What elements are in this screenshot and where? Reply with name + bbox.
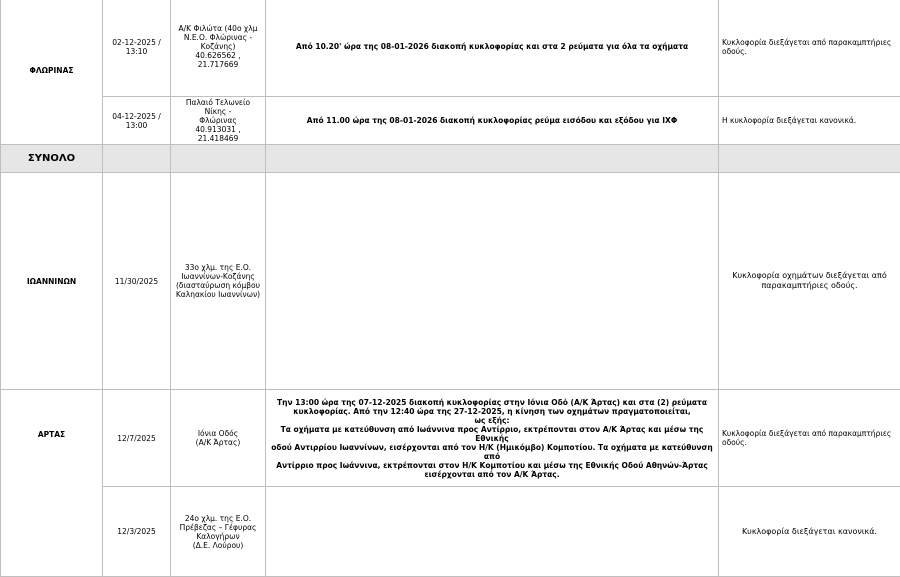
empty-cell bbox=[103, 145, 171, 173]
status-cell: Κυκλοφορία διεξάγεται κανονικά. bbox=[719, 487, 900, 577]
table-row-florina-2 bbox=[1, 97, 900, 145]
table-row-arta-2 bbox=[1, 487, 900, 577]
status-cell: Κυκλοφορία διεξάγεται από παρακαμπτήριες οδούς. bbox=[719, 0, 900, 97]
date-cell: 12/3/2025 bbox=[103, 487, 171, 577]
info-cell bbox=[266, 173, 719, 390]
location-cell: 33ο χλμ. της Ε.Ο. Ιωαννίνων-Κοζάνης (διασταύρωση κόμβου Καληακίου Ιωαννίνων) bbox=[171, 173, 266, 390]
location-cell: 24ο χλμ. της Ε.Ο. Πρέβεζας – Γέφυρας Καλογήρων (Δ.Ε. Λούρου) bbox=[171, 487, 266, 577]
empty-cell bbox=[719, 145, 900, 173]
status-cell: Κυκλοφορία διεξάγεται από παρακαμπτήριες οδούς. bbox=[719, 390, 900, 487]
info-cell: Από 11.00 ώρα της 08-01-2026 διακοπή κυκλοφορίας ρεύμα εισόδου και εξόδου για ΙΧΦ bbox=[266, 97, 719, 145]
table-row-arta-1 bbox=[1, 390, 900, 487]
info-cell: Την 13:00 ώρα της 07-12-2025 διακοπή κυκλοφορίας στην Ιόνια Οδό (Α/Κ Άρτας) και στα (2) ρεύματα κυκλοφορίας. Από την 12:40 ώρα της 27-12-2025, η κίνηση των οχημάτων πραγματοποιείται, ως εξής: Τα οχήματα με κατεύθυνση από Ιωάννινα προς Αντίρριο, εκτρέπονται στον Α/Κ Άρτας και μέσω της Εθνικής οδού Αντιρρίου Ιωαννίνων, εισέρχονται από τον Η/Κ (Ημικόμβο) Κομποτίου. Τα οχήματα με κατεύθυνση από Αντίρριο προς Ιωάννινα, εκτρέπονται στον Η/Κ Κομποτίου και μέσω της Εθνικής Οδού Αθηνών-Άρτας εισέρχονται από τον Α/Κ Άρτας. bbox=[266, 390, 719, 487]
region-cell-florina: ΦΛΩΡΙΝΑΣ bbox=[1, 0, 103, 145]
total-label: ΣΥΝΟΛΟ bbox=[1, 145, 103, 173]
status-cell: Η κυκλοφορία διεξάγεται κανονικά. bbox=[719, 97, 900, 145]
table-row-florina-1 bbox=[1, 0, 900, 97]
status-cell: Κυκλοφορία οχημάτων διεξάγεται από παρακαμπτήριες οδούς. bbox=[719, 173, 900, 390]
location-cell: Ιόνια Οδός (Α/Κ Άρτας) bbox=[171, 390, 266, 487]
info-cell bbox=[266, 487, 719, 577]
location-cell: Παλαιό Τελωνείο Νίκης - Φλώρινας 40.913031 , 21.418469 bbox=[171, 97, 266, 145]
table-row-ioannina bbox=[1, 173, 900, 390]
info-cell: Από 10.20' ώρα της 08-01-2026 διακοπή κυκλοφορίας και στα 2 ρεύματα για όλα τα οχήματα bbox=[266, 0, 719, 97]
table-row-total bbox=[1, 145, 900, 173]
date-cell: 12/7/2025 bbox=[103, 390, 171, 487]
region-cell-ioannina: ΙΩΑΝΝΙΝΩΝ bbox=[1, 173, 103, 390]
date-cell: 02-12-2025 / 13:10 bbox=[103, 0, 171, 97]
region-cell-arta: ΑΡΤΑΣ bbox=[1, 390, 103, 577]
empty-cell bbox=[171, 145, 266, 173]
location-cell: Α/Κ Φιλώτα (40ο χλμ Ν.Ε.Ο. Φλώρινας - Κοζάνης) 40.626562 , 21.717669 bbox=[171, 0, 266, 97]
empty-cell bbox=[266, 145, 719, 173]
date-cell: 04-12-2025 / 13:00 bbox=[103, 97, 171, 145]
date-cell: 11/30/2025 bbox=[103, 173, 171, 390]
